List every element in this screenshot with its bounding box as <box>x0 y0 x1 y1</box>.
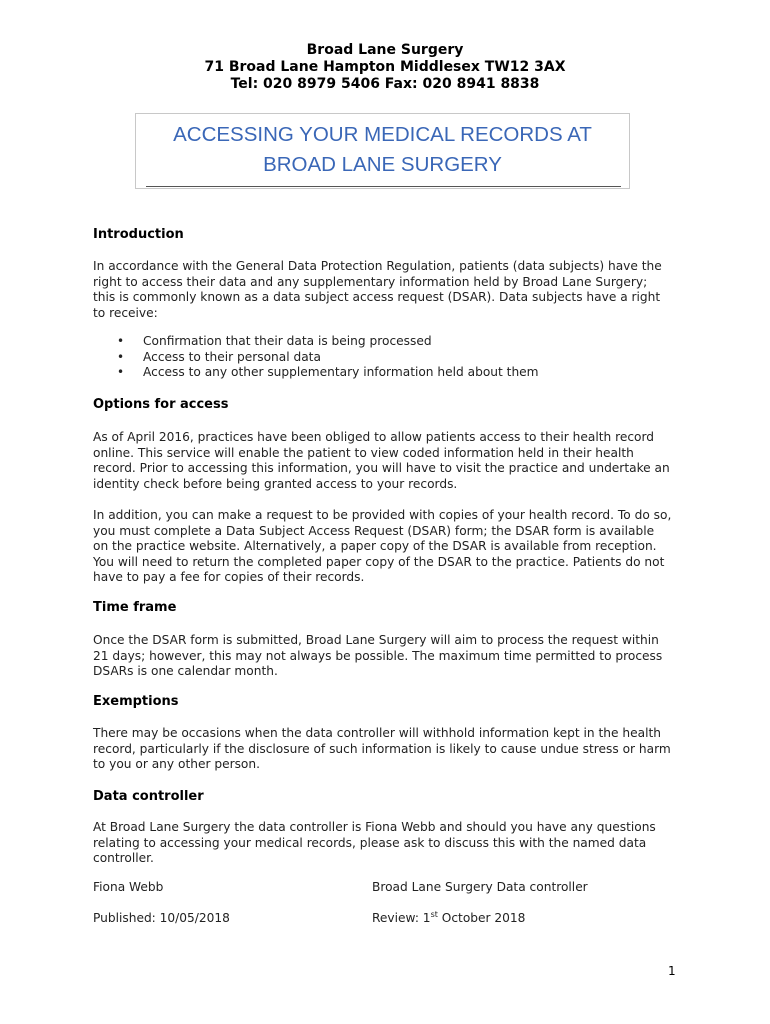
practice-address: 71 Broad Lane Hampton Middlesex TW12 3AX <box>204 59 566 75</box>
options-paragraph-1: As of April 2016, practices have been obliged to allow patients access to their health record online. This service will enable the patient to view coded information held in their health record. Prior to accessing this information, you will have to visit the practice and undertake an identity check before being granted access to your records. <box>93 430 670 491</box>
bullet-icon: • <box>117 334 125 348</box>
list-item: • Access to their personal data <box>117 349 321 364</box>
list-item: • Access to any other supplementary information held about them <box>117 365 539 379</box>
exemptions-paragraph: There may be occasions when the data controller will withhold information kept in the health record, particularly if the disclosure of such information is likely to cause undue stress or harm to you or any other person. <box>93 726 671 771</box>
page-number: 1 <box>668 964 676 978</box>
list-item: • Confirmation that their data is being processed <box>117 334 432 348</box>
signatory-name: Fiona Webb <box>93 880 164 894</box>
published-date: Published: 10/05/2018 <box>93 911 230 925</box>
bullet-icon: • <box>117 349 125 364</box>
practice-contact: Tel: 020 8979 5406 Fax: 020 8941 8838 <box>230 76 540 92</box>
practice-name: Broad Lane Surgery <box>306 42 464 58</box>
exemptions-heading: Exemptions <box>93 694 179 709</box>
introduction-heading: Introduction <box>93 227 184 242</box>
review-date: Review: 1st October 2018 <box>372 910 526 925</box>
timeframe-paragraph: Once the DSAR form is submitted, Broad Lane Surgery will aim to process the request within 21 days; however, this may not always be possible. The maximum time permitted to process DSARs is one calendar month. <box>93 633 663 678</box>
controller-paragraph: At Broad Lane Surgery the data controller is Fiona Webb and should you have any questions relating to accessing your medical records, please ask to discuss this with the named data controller. <box>93 820 656 865</box>
timeframe-heading: Time frame <box>93 600 177 615</box>
practice-header <box>0 42 770 93</box>
document-title <box>136 120 629 180</box>
receive-rights-list <box>93 334 673 381</box>
options-paragraph-2: In addition, you can make a request to be provided with copies of your health record. To do so, you must complete a Data Subject Access Request (DSAR) form; the DSAR form is available on the practice website. Alternatively, a paper copy of the DSAR is available from reception. You will need to return the completed paper copy of the DSAR to the practice. Patients do not have to pay a fee for copies of their records. <box>93 508 672 584</box>
introduction-paragraph: In accordance with the General Data Protection Regulation, patients (data subjects) have the right to access their data and any supplementary information held by Broad Lane Surgery; this is commonly known as a data subject access request (DSAR). Data subjects have a right to receive: <box>93 259 662 320</box>
title-line-1: ACCESSING YOUR MEDICAL RECORDS AT <box>173 123 592 146</box>
options-heading: Options for access <box>93 397 229 412</box>
bullet-icon: • <box>117 365 125 379</box>
title-line-2: BROAD LANE SURGERY <box>263 153 502 176</box>
title-underline <box>146 186 621 187</box>
controller-heading: Data controller <box>93 789 204 804</box>
document-title-box <box>135 113 630 189</box>
signatory-role: Broad Lane Surgery Data controller <box>372 880 588 894</box>
